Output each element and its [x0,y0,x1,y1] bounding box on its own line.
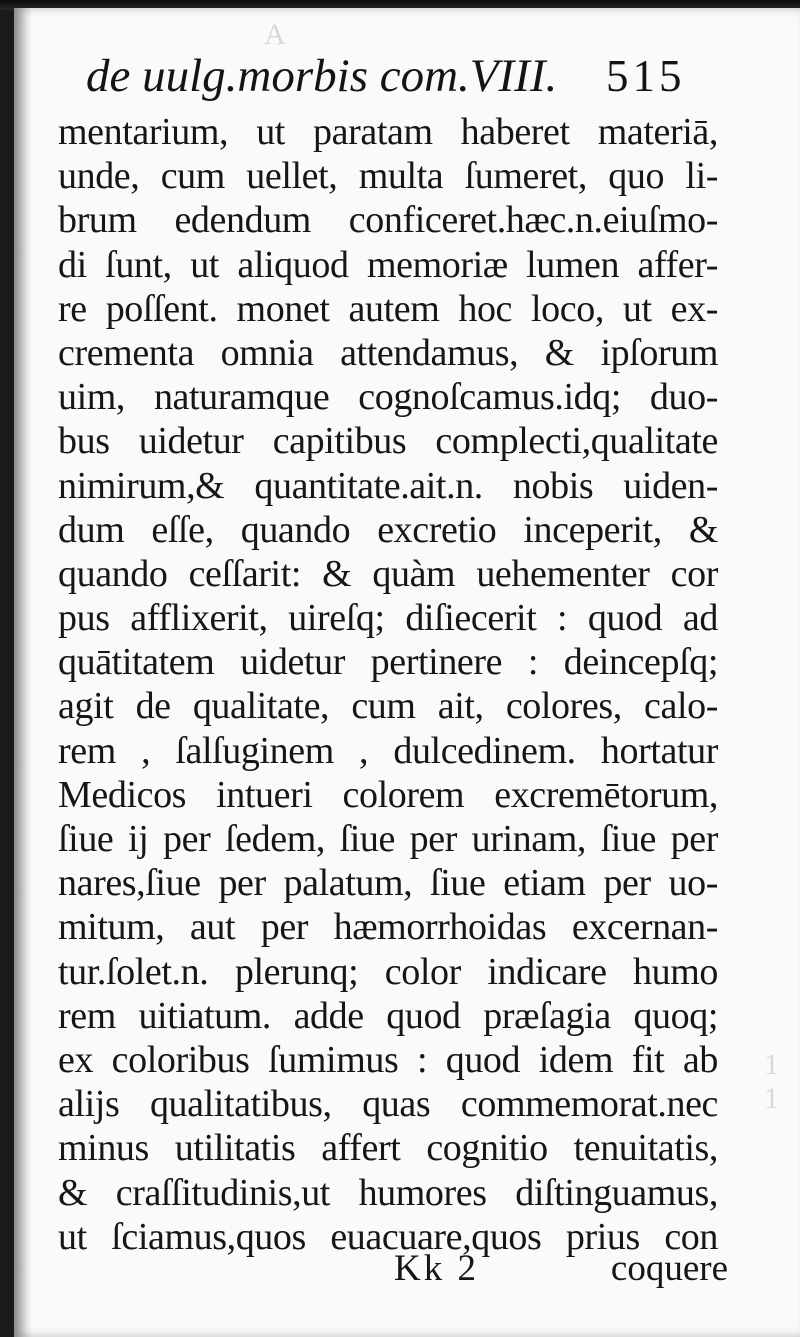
text-line: unde, cum uellet, multa ſumeret, quo li- [58,155,718,198]
text-line: agit de qualitate, cum ait, colores, calo- [58,685,718,728]
text-line: rem uitiatum. adde quod præſagia quoq; [58,994,718,1037]
text-line: Medicos intueri colorem excremētorum, [58,773,718,816]
text-line: nimirum,& quantitate.ait.n. nobis uiden- [58,464,718,507]
text-line: re poſſent. monet autem hoc loco, ut ex- [58,287,718,330]
text-line: uim, naturamque cognoſcamus.idq; duo- [58,376,718,419]
running-title: de uulg.morbis com.VIII. [86,50,558,102]
text-line: ex coloribus ſumimus : quod idem fit ab [58,1038,718,1081]
text-line: alijs qualitatibus, quas commemorat.nec [58,1083,718,1126]
gutter-shadow [14,8,32,1337]
text-line: bus uidetur capitibus complecti,qualitate [58,420,718,463]
signature-mark: Kk 2 [394,1248,479,1289]
text-line: ut ſciamus,quos euacuare,quos prius con [58,1215,718,1258]
text-line: quando ceſſarit: & quàm uehementer cor [58,552,718,595]
book-page [14,8,800,1337]
bleed-through-mark: A [264,18,286,51]
text-line: crementa omnia attendamus, & ipſorum [58,331,718,374]
text-line: mitum, aut per hæmorrhoidas excernan- [58,906,718,949]
page-number: 515 [606,51,686,101]
text-line: nares,ſiue per palatum, ſiue etiam per uo- [58,862,718,905]
text-line: dum eſſe, quando excretio inceperit, & [58,508,718,551]
running-head [86,46,726,106]
text-line: di ſunt, ut aliquod memoriæ lumen affer- [58,243,718,286]
catchword: coquere [610,1248,728,1289]
text-line: tur.ſolet.n. plerunq; color indicare humo [58,950,718,993]
text-line: quātitatem uidetur pertinere : deincepſq; [58,641,718,684]
text-line: minus utilitatis affert cognitio tenuitatis, [58,1127,718,1170]
text-line: brum edendum conficeret.hæc.n.eiuſmo- [58,199,718,242]
bleed-through-mark: 1 1 [764,1048,779,1115]
text-line: pus afflixerit, uireſq; diſiecerit : quod ad [58,597,718,640]
text-line: mentarium, ut paratam haberet materiā, [58,111,718,153]
page-footer [58,1244,728,1294]
text-line: & craſſitudinis,ut humores diſtinguamus, [58,1171,718,1214]
text-line: ſiue ij per ſedem, ſiue per urinam, ſiue per [58,818,718,860]
body-text [58,110,718,1259]
text-line: rem , ſalſuginem , dulcedinem. hortatur [58,729,718,772]
